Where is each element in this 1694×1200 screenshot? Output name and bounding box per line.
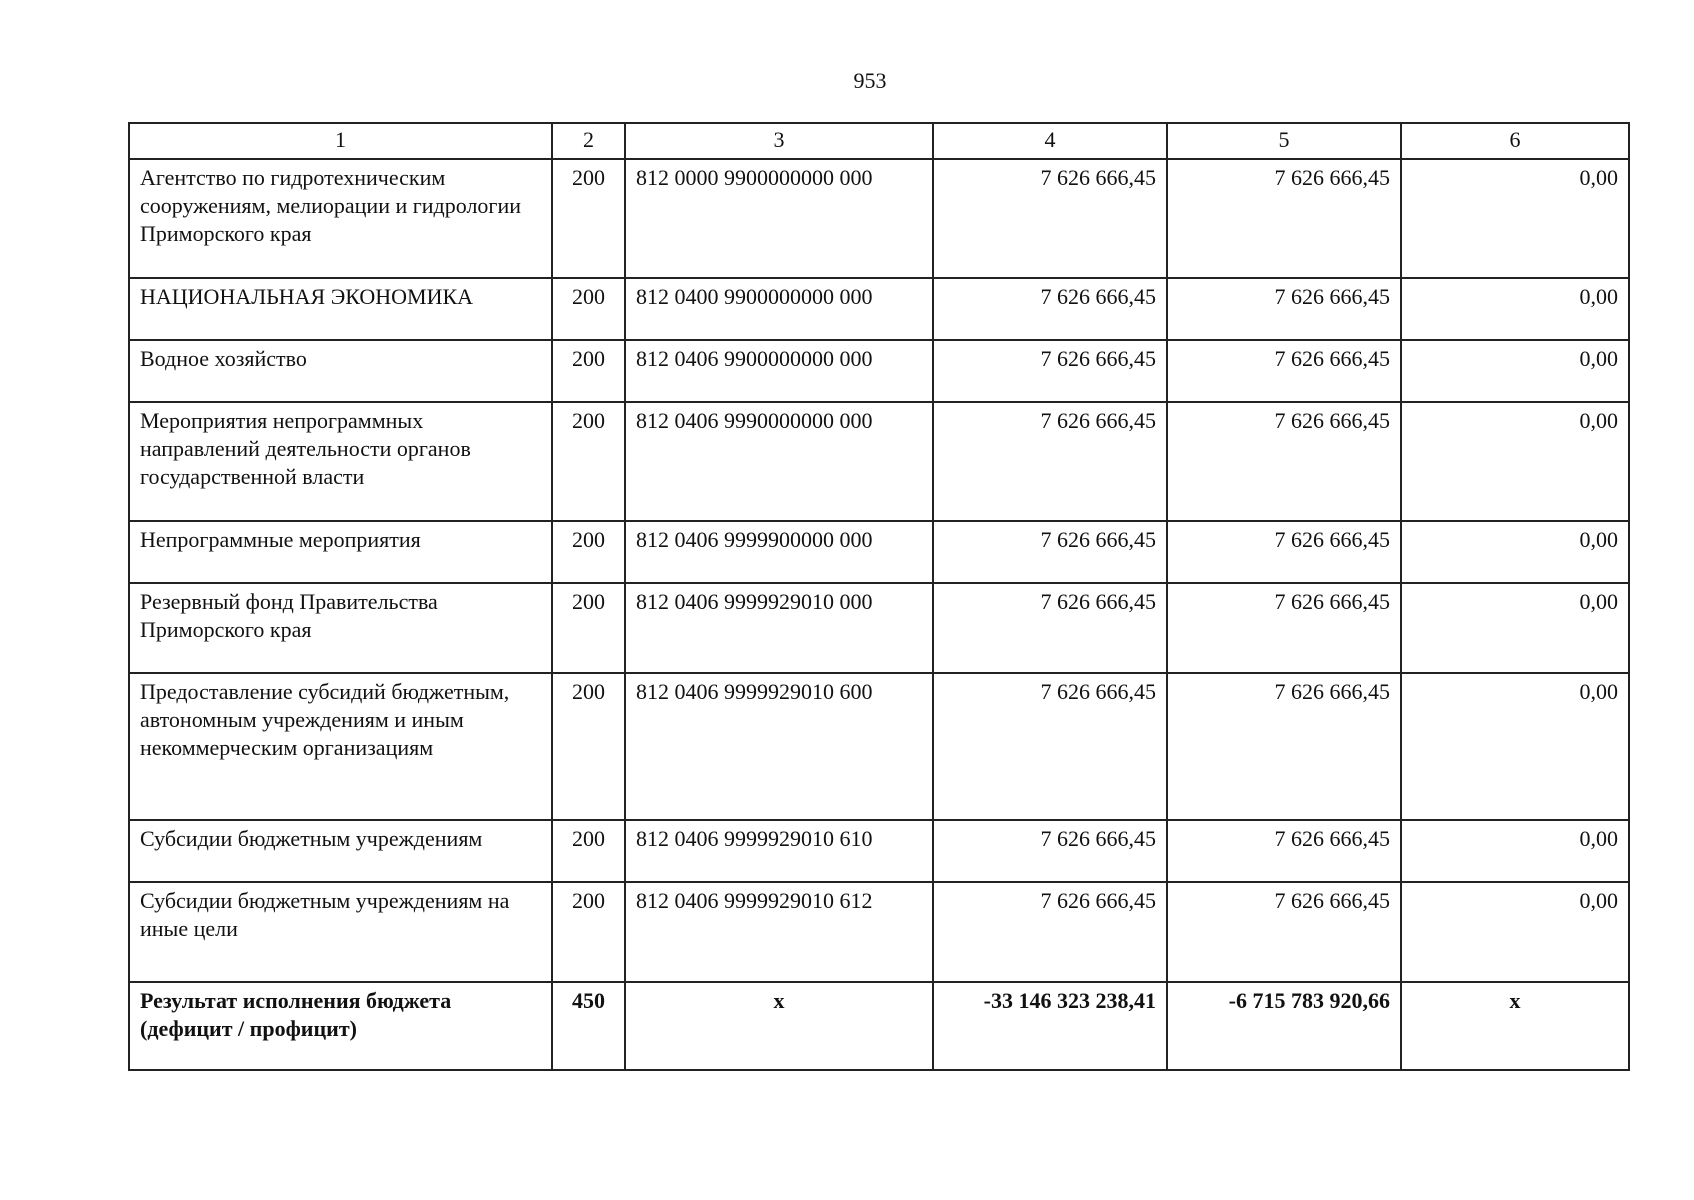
total-executed: -6 715 783 920,66 <box>1167 982 1401 1070</box>
total-line-code: 450 <box>552 982 625 1070</box>
row-line-code: 200 <box>552 882 625 982</box>
row-approved: 7 626 666,45 <box>933 673 1167 820</box>
column-header: 2 <box>552 123 625 159</box>
row-budget-code: 812 0406 9999929010 612 <box>625 882 933 982</box>
row-executed: 7 626 666,45 <box>1167 278 1401 340</box>
row-budget-code: 812 0000 9900000000 000 <box>625 159 933 278</box>
row-executed: 7 626 666,45 <box>1167 521 1401 583</box>
row-executed: 7 626 666,45 <box>1167 583 1401 673</box>
column-header: 1 <box>129 123 552 159</box>
total-budget-code: x <box>625 982 933 1070</box>
row-name: Водное хозяйство <box>129 340 552 402</box>
column-header: 5 <box>1167 123 1401 159</box>
row-name: НАЦИОНАЛЬНАЯ ЭКОНОМИКА <box>129 278 552 340</box>
row-approved: 7 626 666,45 <box>933 820 1167 882</box>
row-line-code: 200 <box>552 673 625 820</box>
row-unexecuted: 0,00 <box>1401 673 1629 820</box>
row-budget-code: 812 0406 9999929010 000 <box>625 583 933 673</box>
row-name: Непрограммные мероприятия <box>129 521 552 583</box>
row-executed: 7 626 666,45 <box>1167 340 1401 402</box>
column-header: 6 <box>1401 123 1629 159</box>
row-name: Агентство по гидротехническим сооружениям, мелиорации и гидрологии Приморского края <box>129 159 552 278</box>
page-number: 953 <box>853 68 887 93</box>
table-row <box>129 583 1629 673</box>
row-unexecuted: 0,00 <box>1401 583 1629 673</box>
table-row <box>129 278 1629 340</box>
column-header: 3 <box>625 123 933 159</box>
table-header-row <box>129 123 1629 159</box>
row-unexecuted: 0,00 <box>1401 820 1629 882</box>
row-executed: 7 626 666,45 <box>1167 882 1401 982</box>
row-unexecuted: 0,00 <box>1401 159 1629 278</box>
row-executed: 7 626 666,45 <box>1167 820 1401 882</box>
row-name: Субсидии бюджетным учреждениям на иные цели <box>129 882 552 982</box>
row-executed: 7 626 666,45 <box>1167 159 1401 278</box>
table-row <box>129 402 1629 521</box>
row-budget-code: 812 0406 9900000000 000 <box>625 340 933 402</box>
row-approved: 7 626 666,45 <box>933 278 1167 340</box>
total-row <box>129 982 1629 1070</box>
row-budget-code: 812 0400 9900000000 000 <box>625 278 933 340</box>
row-name: Субсидии бюджетным учреждениям <box>129 820 552 882</box>
row-line-code: 200 <box>552 340 625 402</box>
table-row <box>129 882 1629 982</box>
row-line-code: 200 <box>552 583 625 673</box>
total-name: Результат исполнения бюджета (дефицит / профицит) <box>129 982 552 1070</box>
row-name: Предоставление субсидий бюджетным, автономным учреждениям и иным некоммерческим организациям <box>129 673 552 820</box>
table-row <box>129 820 1629 882</box>
table-row <box>129 340 1629 402</box>
row-approved: 7 626 666,45 <box>933 882 1167 982</box>
table-row <box>129 521 1629 583</box>
row-budget-code: 812 0406 9999900000 000 <box>625 521 933 583</box>
row-approved: 7 626 666,45 <box>933 402 1167 521</box>
row-line-code: 200 <box>552 521 625 583</box>
row-line-code: 200 <box>552 402 625 521</box>
row-budget-code: 812 0406 9990000000 000 <box>625 402 933 521</box>
row-unexecuted: 0,00 <box>1401 340 1629 402</box>
table-row <box>129 673 1629 820</box>
row-budget-code: 812 0406 9999929010 610 <box>625 820 933 882</box>
row-name: Мероприятия непрограммных направлений деятельности органов государственной власти <box>129 402 552 521</box>
row-unexecuted: 0,00 <box>1401 521 1629 583</box>
row-executed: 7 626 666,45 <box>1167 402 1401 521</box>
row-unexecuted: 0,00 <box>1401 278 1629 340</box>
row-line-code: 200 <box>552 278 625 340</box>
row-line-code: 200 <box>552 820 625 882</box>
row-name: Резервный фонд Правительства Приморского края <box>129 583 552 673</box>
row-approved: 7 626 666,45 <box>933 159 1167 278</box>
row-approved: 7 626 666,45 <box>933 521 1167 583</box>
table-row <box>129 159 1629 278</box>
row-executed: 7 626 666,45 <box>1167 673 1401 820</box>
row-line-code: 200 <box>552 159 625 278</box>
row-unexecuted: 0,00 <box>1401 882 1629 982</box>
budget-table <box>128 122 1630 1071</box>
row-budget-code: 812 0406 9999929010 600 <box>625 673 933 820</box>
row-unexecuted: 0,00 <box>1401 402 1629 521</box>
row-approved: 7 626 666,45 <box>933 583 1167 673</box>
total-approved: -33 146 323 238,41 <box>933 982 1167 1070</box>
column-header: 4 <box>933 123 1167 159</box>
row-approved: 7 626 666,45 <box>933 340 1167 402</box>
total-unexecuted: x <box>1401 982 1629 1070</box>
